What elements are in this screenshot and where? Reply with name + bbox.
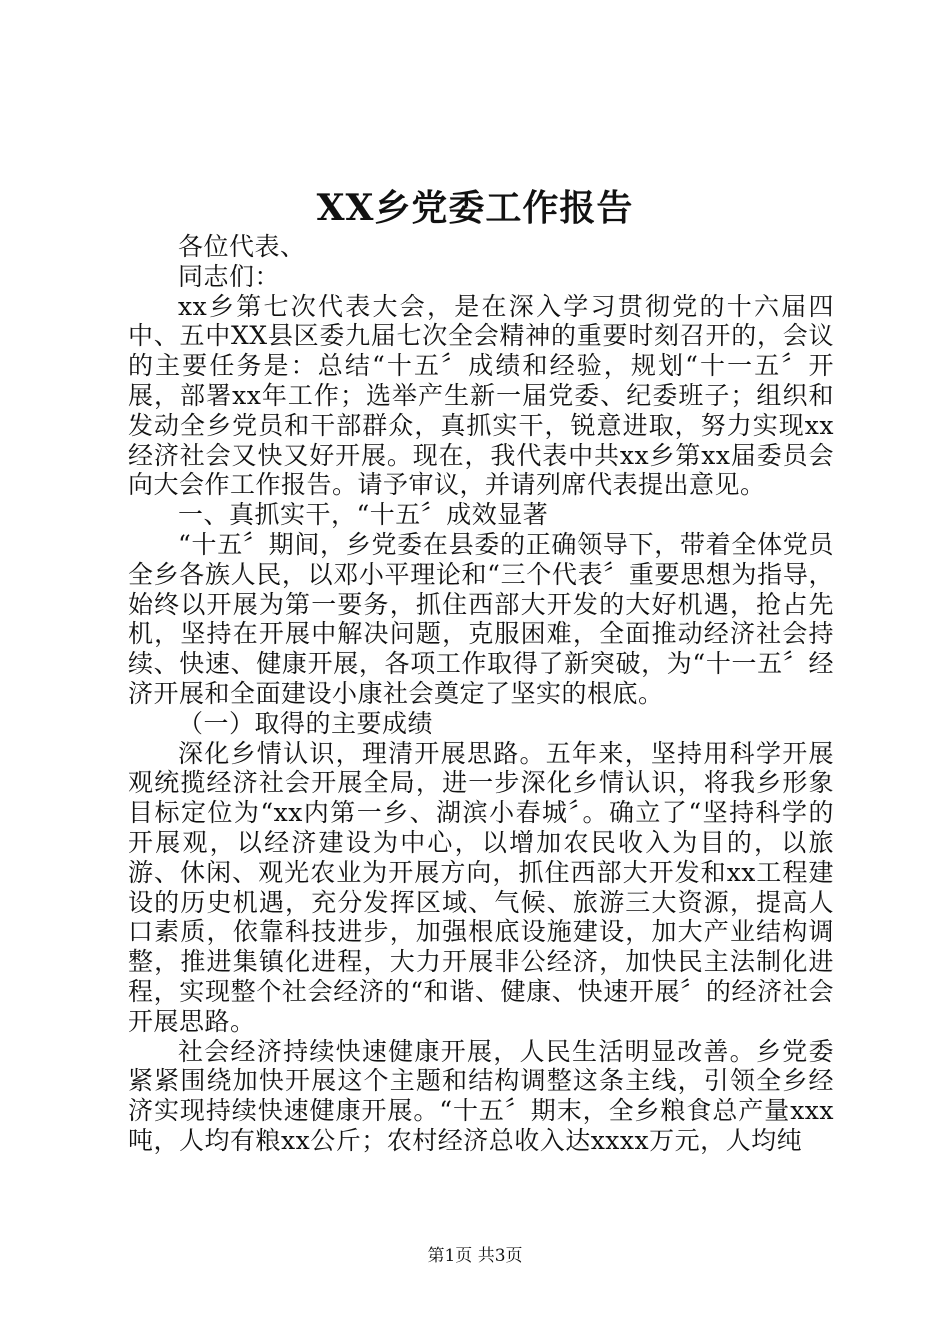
- page-title: XX乡党委工作报告: [316, 187, 634, 229]
- achievement-paragraph-2: 社会经济持续快速健康开展，人民生活明显改善。乡党委紧紧围绕加快开展这个主题和结构调整这条主线，引领全乡经济实现持续快速健康开展。“十五〞期末，全乡粮食总产量xxx吨，人均有粮xx公斤；农村经济总收入达xxxx万元，人均纯: [128, 1036, 834, 1155]
- salutation-delegates: 各位代表、: [178, 232, 306, 261]
- salutation-comrades: 同志们：: [178, 261, 281, 291]
- section-1-paragraph: “十五〞期间，乡党委在县委的正确领导下，带着全体党员全乡各族人民，以邓小平理论和“三个代表〞重要思想为指导，始终以开展为第一要务，抓住西部大开发的大好机遇，抢占先机，坚持在开展中解决问题，克服困难，全面推动经济社会持续、快速、健康开展，各项工作取得了新突破，为“十一五〞经济开展和全面建设小康社会奠定了坚实的根底。: [128, 529, 834, 708]
- section-heading-1: 一、真抓实干，“十五〞成效显著: [178, 500, 549, 530]
- report-body: [128, 232, 834, 1156]
- intro-paragraph: xx乡第七次代表大会，是在深入学习贯彻党的十六届四中、五中XX县区委九届七次全会精神的重要时刻召开的，会议的主要任务是：总结“十五〞成绩和经验，规划“十一五〞开展，部署xx年工作；选举产生新一届党委、纪委班子；组织和发动全乡党员和干部群众，真抓实干，锐意进取，努力实现xx经济社会又快又好开展。现在，我代表中共xx乡第xx届委员会向大会作工作报告。请予审议，并请列席代表提出意见。: [128, 291, 834, 500]
- page-footer: 第1页 共3页: [427, 1246, 523, 1266]
- achievement-paragraph-1: 深化乡情认识，理清开展思路。五年来，坚持用科学开展观统揽经济社会开展全局，进一步深化乡情认识，将我乡形象目标定位为“xx内第一乡、湖滨小春城〞。确立了“坚持科学的开展观，以经济建设为中心，以增加农民收入为目的，以旅游、休闲、观光农业为开展方向，抓住西部大开发和xx工程建设的历史机遇，充分发挥区域、气候、旅游三大资源，提高人口素质，依靠科技进步，加强根底设施建设，加大产业结构调整，推进集镇化进程，大力开展非公经济，加快民主法制化进程，实现整个社会经济的“和谐、健康、快速开展〞的经济社会开展思路。: [128, 738, 834, 1036]
- subsection-heading-1: （一）取得的主要成绩: [178, 708, 434, 738]
